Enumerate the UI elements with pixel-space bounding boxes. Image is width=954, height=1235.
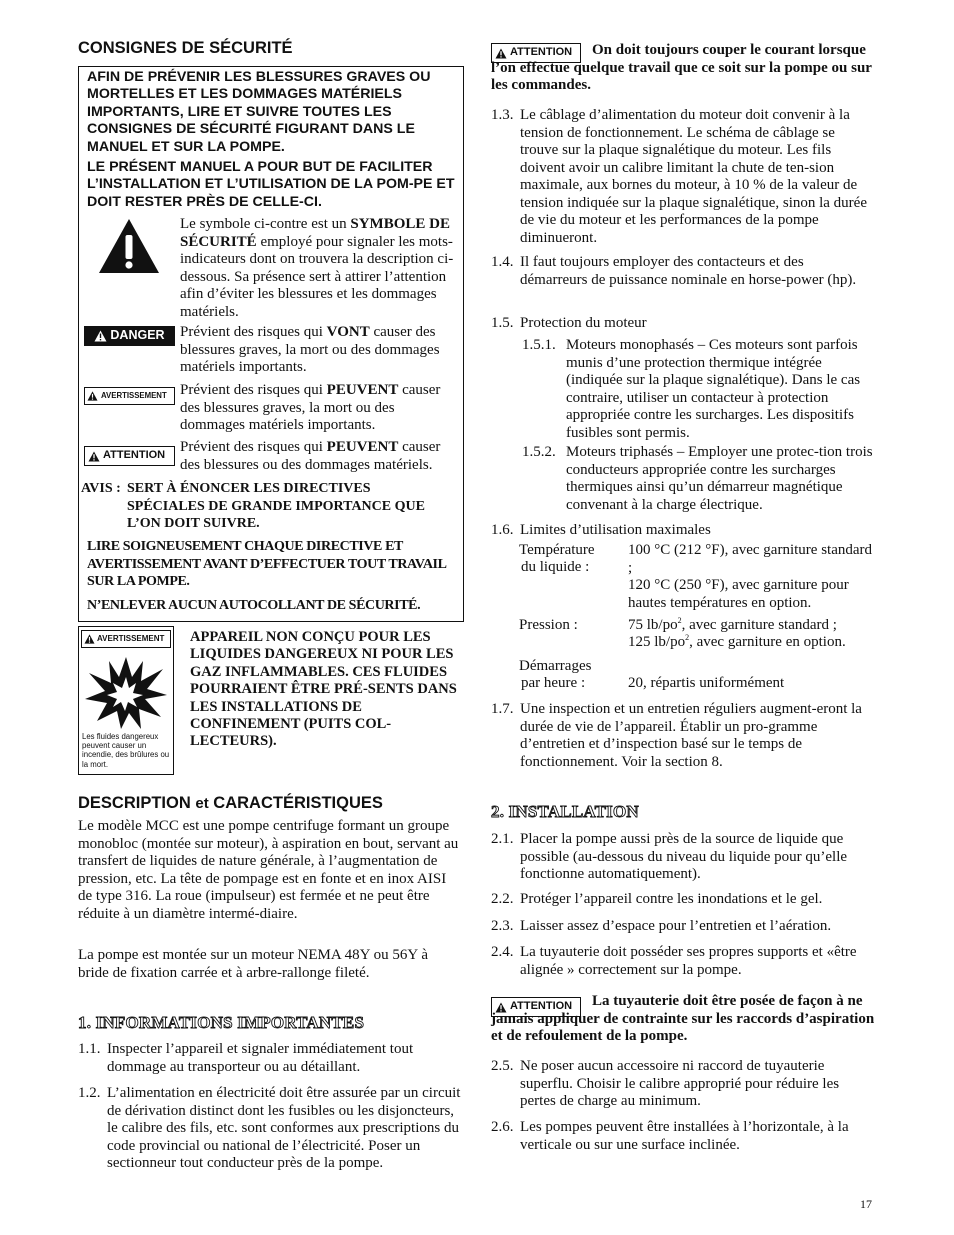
limits-label: par heure : (521, 675, 586, 691)
install-section-title: 2. INSTALLATION (491, 802, 639, 821)
explosion-icon (83, 655, 169, 737)
hazard-warning-icon (84, 634, 95, 644)
description-paragraph-1: Le modèle MCC est une pompe centrifuge formant un groupe monobloc (montée sur moteur), à aspiration en bout, servant au transfert de liquides de nature générale, à l’augmentation de pression, etc. La tête de pompage est en fonte et en inox AISI de type 316. La roue (impulseur) est fermée et ne peut être réduite à un diamètre intermé-diaire. (78, 818, 459, 922)
limits-label: Démarrages (519, 658, 592, 674)
safety-box-heading-1: AFIN DE PRÉVENIR LES BLESSURES GRAVES OU MORTELLES ET LES DOMMAGES MATÉRIELS IMPORTANTS, LIRE ET SUIVRE TOUTES LES CONSIGNES DE SÉCURITÉ FIGURANT DANS LE MANUEL ET SUR LA POMPE. (87, 69, 431, 155)
attention-badge-2: ATTENTION (491, 997, 581, 1017)
attention-1-text: On doit toujours couper le courant lorsque l’on effectue quelque travail que ce soit sur la pompe ou sur les commandes. (491, 42, 872, 93)
hazard-label: AVERTISSEMENT (81, 630, 171, 648)
avertissement-description: Prévient des risques qui PEUVENT causer des blessures graves, la mort ou des dommages matériels importants. (180, 382, 441, 433)
limits-label: Pression : (519, 617, 578, 633)
danger-warning-icon (94, 330, 107, 342)
hazard-caption: Les fluides dangereux peuvent causer un incendie, des brûlures ou la mort. (82, 732, 170, 769)
avis-label: AVIS : (81, 481, 121, 496)
lire-text: LIRE SOIGNEUSEMENT CHAQUE DIRECTIVE ET AVERTISSEMENT AVANT D’EFFECTUER TOUT TRAVAIL SUR LA POMPE. (87, 539, 446, 589)
info-section-title: 1. INFORMATIONS IMPORTANTES (78, 1013, 365, 1032)
safety-box (78, 66, 464, 622)
limits-value: 125 $lb/po^2$, avec garniture en option. (628, 633, 846, 650)
attention-description: Prévient des risques qui PEUVENT causer des blessures ou des dommages matériels. (180, 439, 441, 473)
page-number: 17 (860, 1197, 872, 1211)
safety-title: CONSIGNES DE SÉCURITÉ (78, 39, 293, 57)
attention-warning-icon (88, 451, 100, 462)
limits-value: 75 $lb/po^2$, avec garniture standard ; (628, 616, 837, 633)
attention-badge-1: ATTENTION (491, 43, 581, 63)
limits-table (519, 542, 879, 694)
avertissement-warning-icon (87, 391, 98, 401)
limits-label: du liquide : (521, 559, 590, 575)
attention-badge: ATTENTION (84, 446, 175, 466)
avis-text: SERT À ÉNONCER LES DIRECTIVES SPÉCIALES DE GRANDE IMPORTANCE QUE L’ON DOIT SUIVRE. (127, 481, 425, 531)
avertissement-badge: AVERTISSEMENT (84, 387, 175, 405)
limits-value: 20, répartis uniformément (628, 675, 785, 691)
hazard-warning-text: APPAREIL NON CONÇU POUR LES LIQUIDES DANGEREUX NI POUR LES GAZ INFLAMMABLES. CES FLUIDES POURRAIENT ÊTRE PRÉ-SENTS DANS LES INSTALLATIONS DE CONFINEMENT (PUITS COL-LECTEURS). (190, 629, 457, 750)
safety-box-heading-2: LE PRÉSENT MANUEL A POUR BUT DE FACILITER L’INSTALLATION ET L’UTILISATION DE LA POM-PE ET DOIT RESTER PRÈS DE CELLE-CI. (87, 159, 455, 210)
nenlever-text: N’ENLEVER AUCUN AUTOCOLLANT DE SÉCURITÉ. (87, 598, 421, 613)
description-paragraph-2: La pompe est montée sur un moteur NEMA 48Y ou 56Y à bride de fixation carrée et à arbre-rallonge fileté. (78, 947, 429, 981)
attention-2-text: La tuyauterie doit être posée de façon à ne jamais appliquer de contrainte sur les raccords d’aspiration et de refoulement de la pompe. (491, 993, 875, 1044)
symbol-description: Le symbole ci-contre est un SYMBOLE DE SÉCURITÉ employé pour signaler les mots-indicateurs dont on trouvera la description ci-dessous. Sa présence sert à attirer l’attention afin d’éviter les blessures et les dommages matériels. (180, 216, 454, 320)
safety-alert-icon (97, 217, 161, 281)
hazard-icon-panel (78, 626, 174, 775)
danger-badge: DANGER (84, 326, 175, 346)
limits-value: 120 °C (250 °F), avec garniture pour hautes températures en option. (628, 577, 849, 611)
limits-value: 100 °C (212 °F), avec garniture standard ; (628, 542, 873, 576)
limits-label: Température (519, 542, 595, 558)
danger-description: Prévient des risques qui VONT causer des blessures graves, la mort ou des dommages matériels importants. (180, 324, 440, 375)
description-title: DESCRIPTION et CARACTÉRISTIQUES (78, 794, 383, 812)
